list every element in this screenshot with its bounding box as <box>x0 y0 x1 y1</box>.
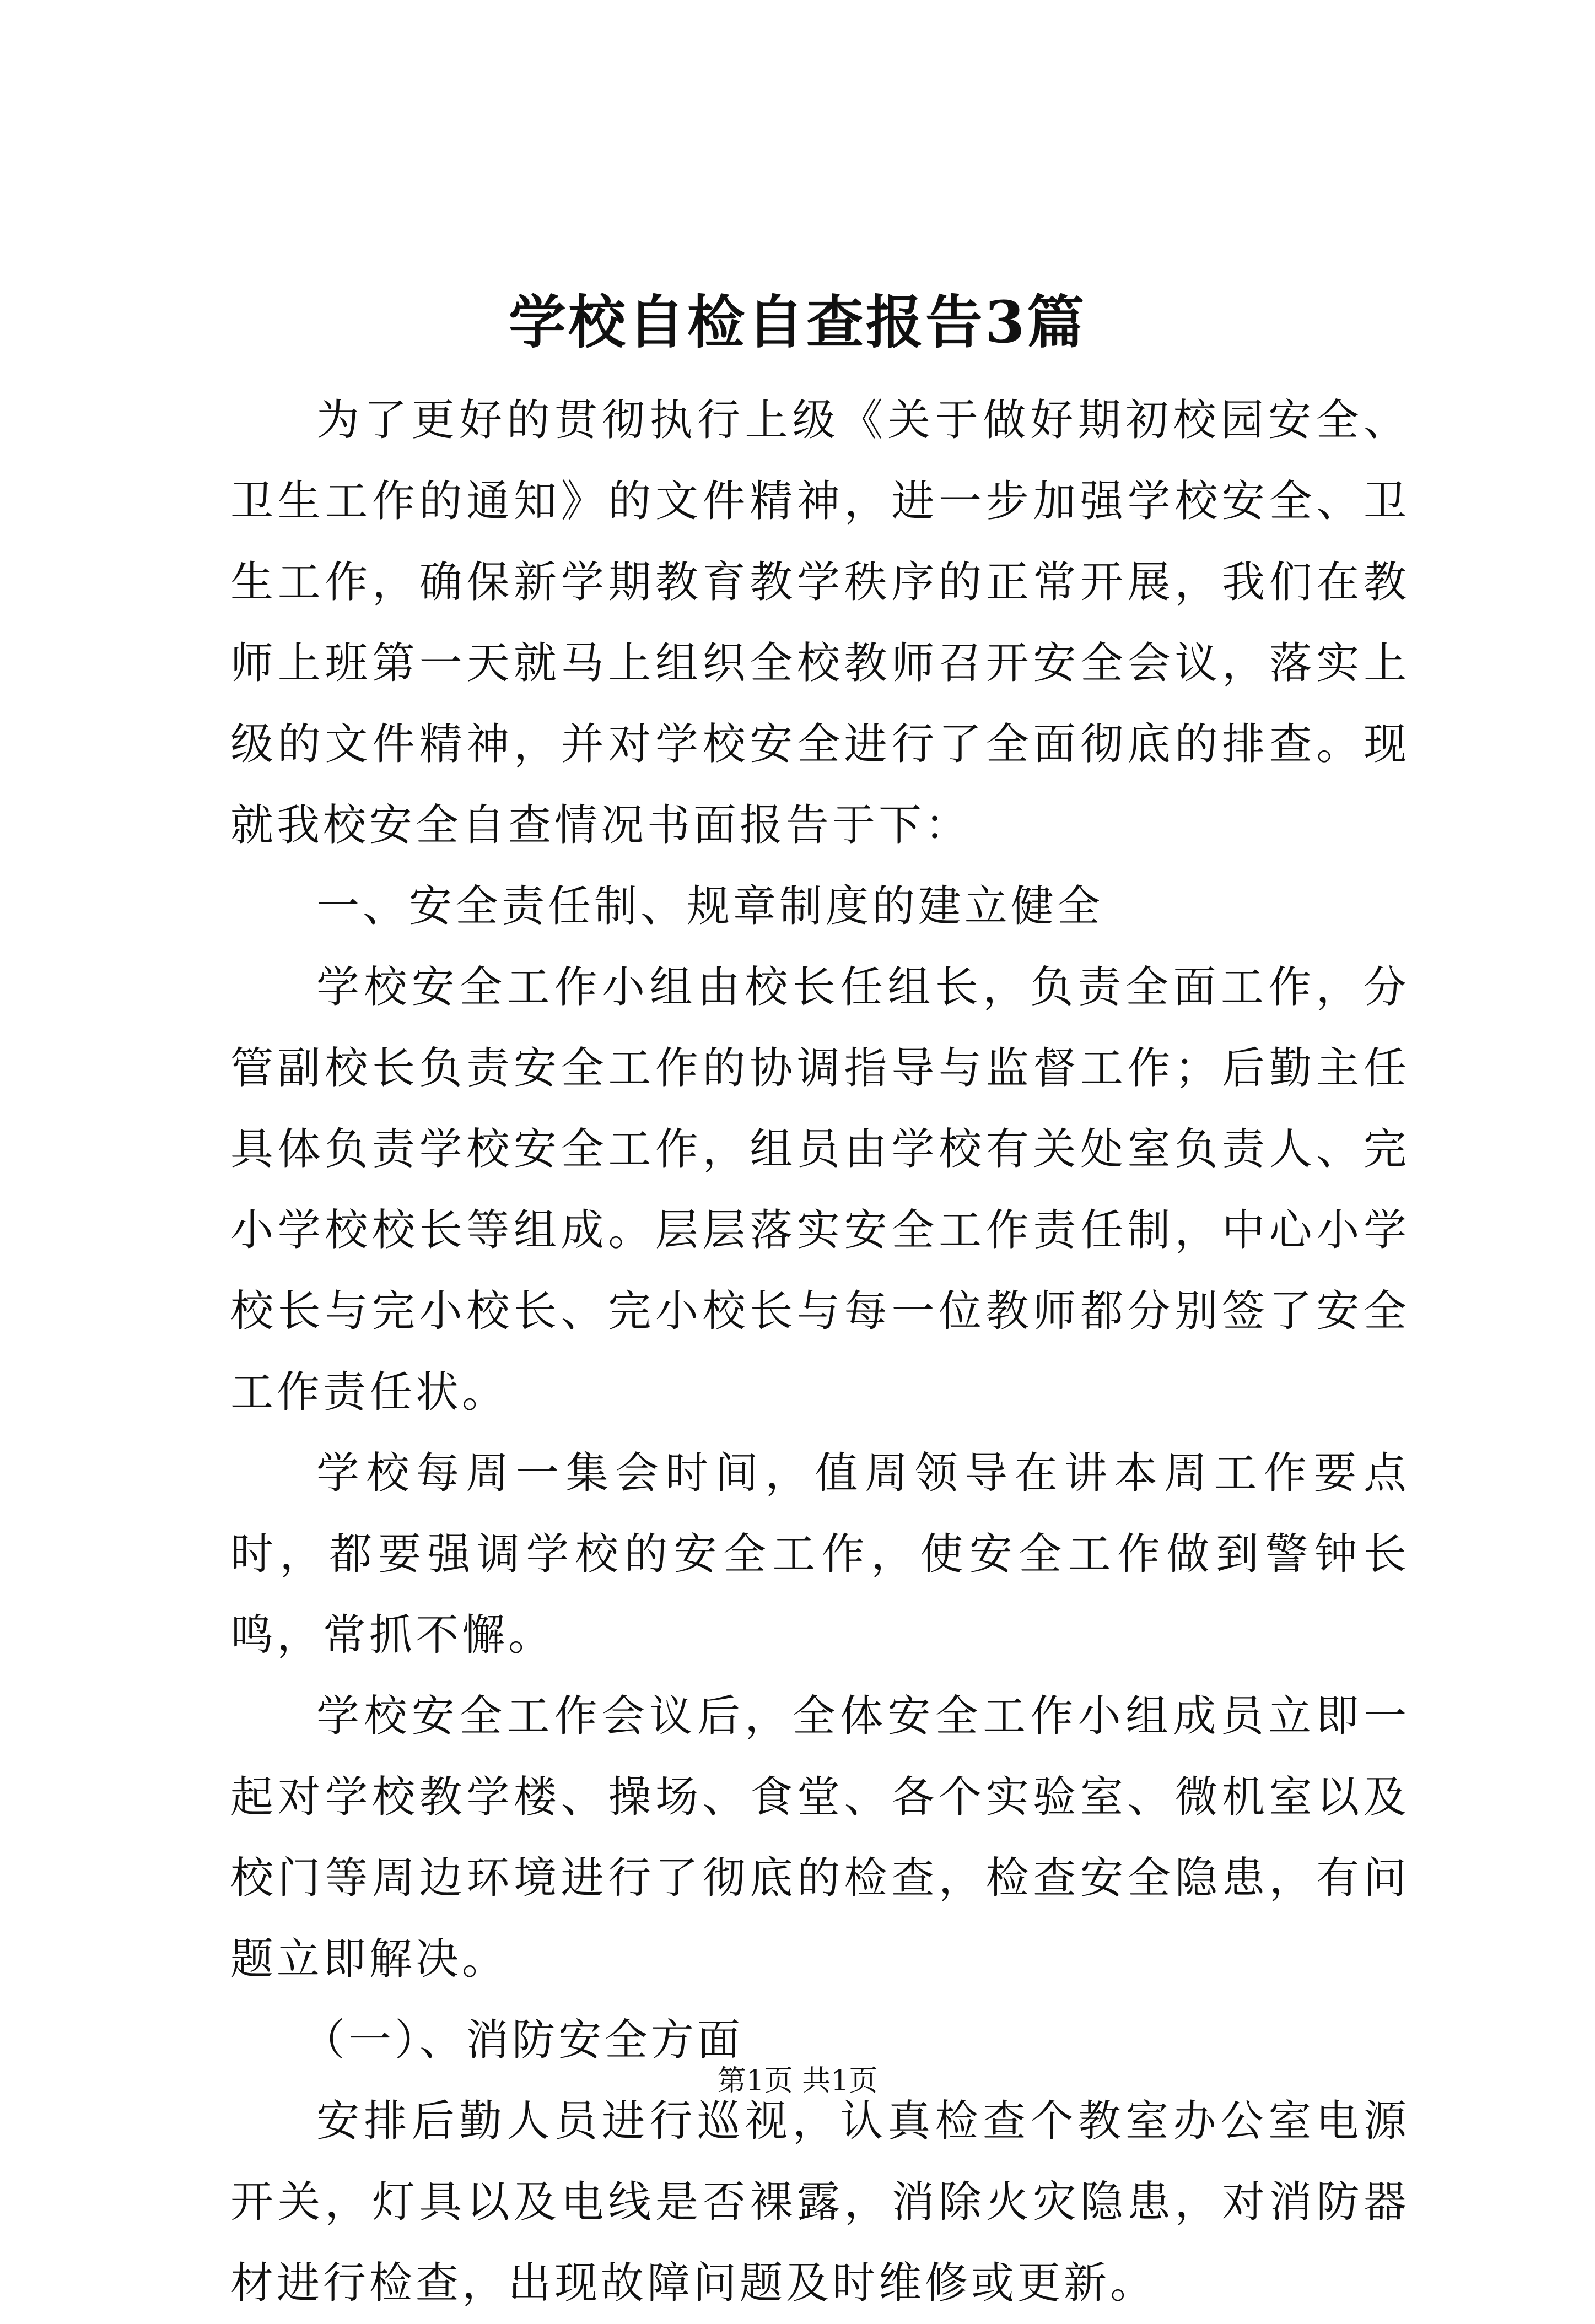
document-body <box>230 380 1410 2324</box>
paragraph-weekly-assembly: 学校每周一集会时间，值周领导在讲本周工作要点时，都要强调学校的安全工作，使安全工作做到警钟长鸣，常抓不懈。 <box>230 1449 1410 1660</box>
subsection-heading-fire-safety: （一）、消防安全方面 <box>302 2015 744 2065</box>
page-number-footer: 第1页 共1页 <box>717 2064 878 2098</box>
paragraph-inspection: 学校安全工作会议后，全体安全工作小组成员立即一起对学校教学楼、操场、食堂、各个实验室、微机室以及校门等周边环境进行了彻底的检查，检查安全隐患，有问题立即解决。 <box>230 1691 1410 1984</box>
paragraph-intro: 为了更好的贯彻执行上级《关于做好期初校园安全、卫生工作的通知》的文件精神，进一步加强学校安全、卫生工作，确保新学期教育教学秩序的正常开展，我们在教师上班第一天就马上组织全校教师召开安全会议，落实上级的文件精神，并对学校安全进行了全面彻底的排查。现就我校安全自查情况书面报告于下： <box>230 396 1410 850</box>
document-title: 学校自检自查报告3篇 <box>508 288 1087 356</box>
paragraph-fire-safety: 安排后勤人员进行巡视，认真检查个教室办公室电源开关，灯具以及电线是否裸露，消除火灾隐患，对消防器材进行检查，出现故障问题及时维修或更新。 <box>230 2096 1410 2308</box>
section-heading-responsibility: 一、安全责任制、规章制度的建立健全 <box>316 882 1104 931</box>
paragraph-safety-group: 学校安全工作小组由校长任组长，负责全面工作，分管副校长负责安全工作的协调指导与监督工作；后勤主任具体负责学校安全工作，组员由学校有关处室负责人、完小学校校长等组成。层层落实安全工作责任制，中心小学校长与完小校长、完小校长与每一位教师都分别签了安全工作责任状。 <box>230 963 1410 1417</box>
